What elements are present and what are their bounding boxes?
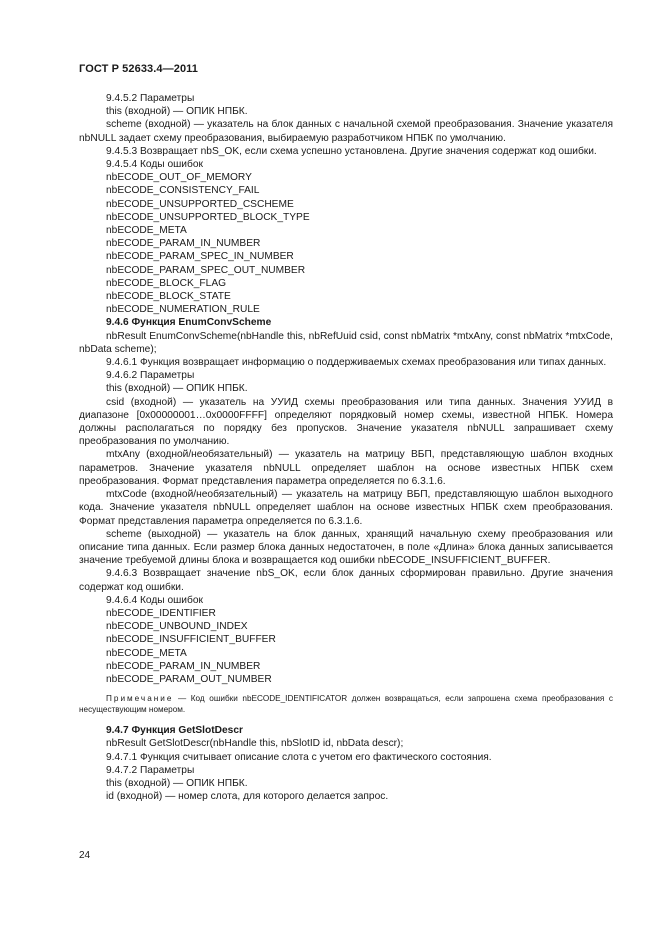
param-csid: csid (входной) — указатель на УУИД схемы преобразования или типа данных. Значения УУИД в диапазоне [0x00000001…0x0000FFFF] определяют порядковый номер схемы, известной НПБК. Номера должны располагаться по порядку без пропусков. Значение указателя nbNULL запрашивает схему преобразования по умолчанию. (79, 396, 613, 448)
page-body (79, 92, 613, 803)
error-code: nbECODE_PARAM_OUT_NUMBER (106, 673, 272, 685)
note-label: Примечание (106, 694, 174, 704)
clause-9-4-7-2: 9.4.7.2 Параметры (106, 764, 195, 776)
param-this: this (входной) — ОПИК НПБК. (106, 106, 248, 118)
param-scheme: scheme (входной) — указатель на блок данных с начальной схемой преобразования. Значение указателя nbNULL задает схему преобразования, выбираемую разработчиком НПБК по умолчанию. (79, 119, 613, 144)
clause-9-4-5-3: 9.4.5.3 Возвращает nbS_OK, если схема успешно установлена. Другие значения содержат код ошибки. (106, 145, 597, 157)
page-number: 24 (79, 850, 91, 861)
error-code: nbECODE_IDENTIFIER (106, 607, 216, 619)
param-this: this (входной) — ОПИК НПБК. (106, 383, 248, 395)
error-code: nbECODE_PARAM_IN_NUMBER (106, 660, 261, 672)
error-code: nbECODE_META (106, 647, 187, 659)
clause-9-4-6-2: 9.4.6.2 Параметры (106, 370, 195, 382)
param-this: this (входной) — ОПИК НПБК. (106, 777, 248, 789)
param-mtxcode: mtxCode (входной/необязательный) — указатель на матрицу ВБП, представляющую шаблон выходного кода. Значение указателя nbNULL определяет шаблон на основе известных НПБК схем преобразования. Формат представления параметра определяется по 6.3.1.6. (79, 489, 613, 527)
error-code: nbECODE_PARAM_IN_NUMBER (106, 238, 261, 250)
clause-9-4-6-1: 9.4.6.1 Функция возвращает информацию о поддерживаемых схемах преобразования или типах данных. (106, 357, 607, 369)
error-code: nbECODE_BLOCK_STATE (106, 291, 231, 303)
error-code: nbECODE_UNSUPPORTED_BLOCK_TYPE (106, 211, 310, 223)
error-code: nbECODE_NUMERATION_RULE (106, 304, 260, 316)
section-heading-9-4-7: 9.4.7 Функция GetSlotDescr (106, 725, 243, 737)
param-id: id (входной) — номер слота, для которого делается запрос. (106, 791, 389, 803)
error-code: nbECODE_INSUFFICIENT_BUFFER (106, 634, 276, 646)
note (79, 693, 613, 715)
error-code: nbECODE_META (106, 225, 187, 237)
error-code: nbECODE_UNSUPPORTED_CSCHEME (106, 198, 294, 210)
function-signature: nbResult GetSlotDescr(nbHandle this, nbSlotID id, nbData descr); (106, 738, 404, 750)
note-text: — Код ошибки nbECODE_IDENTIFICATOR должен возвращаться, если запрошена схема преобразования с несуществующим номером. (79, 694, 613, 715)
error-code: nbECODE_BLOCK_FLAG (106, 277, 227, 289)
param-mtxany: mtxAny (входной/необязательный) — указатель на матрицу ВБП, представляющую шаблон входных параметров. Значение указателя nbNULL определяет шаблон на основе известных НПБК схем преобразования. Формат представления параметра определяется по 6.3.1.6. (79, 449, 613, 487)
param-scheme-out: scheme (выходной) — указатель на блок данных, хранящий начальную схему преобразования или описание типа данных. Если размер блока данных недостаточен, в поле «Длина» блока данных записывается значение требуемой длины блока и возвращается код ошибки nbECODE_INSUFFICIENT_BUFFER. (79, 528, 613, 567)
error-code: nbECODE_UNBOUND_INDEX (106, 621, 248, 633)
clause-9-4-6-4: 9.4.6.4 Коды ошибок (106, 594, 203, 606)
standard-header: ГОСТ Р 52633.4—2011 (79, 63, 199, 75)
clause-9-4-5-2: 9.4.5.2 Параметры (106, 93, 195, 104)
error-code: nbECODE_CONSISTENCY_FAIL (106, 185, 260, 197)
error-code: nbECODE_PARAM_SPEC_IN_NUMBER (106, 251, 294, 263)
clause-9-4-5-4: 9.4.5.4 Коды ошибок (106, 159, 203, 171)
clause-9-4-7-1: 9.4.7.1 Функция считывает описание слота с учетом его фактического состояния. (106, 751, 492, 763)
section-heading-9-4-6: 9.4.6 Функция EnumConvScheme (106, 317, 272, 329)
error-code: nbECODE_PARAM_SPEC_OUT_NUMBER (106, 264, 306, 276)
clause-9-4-6-3: 9.4.6.3 Возвращает значение nbS_OK, если блок данных сформирован правильно. Другие значения содержат код ошибки. (79, 568, 613, 593)
function-signature: nbResult EnumConvScheme(nbHandle this, nbRefUuid csid, const nbMatrix *mtxAny, const nbMatrix *mtxCode, nbData scheme); (79, 330, 613, 355)
error-code: nbECODE_OUT_OF_MEMORY (106, 172, 252, 184)
